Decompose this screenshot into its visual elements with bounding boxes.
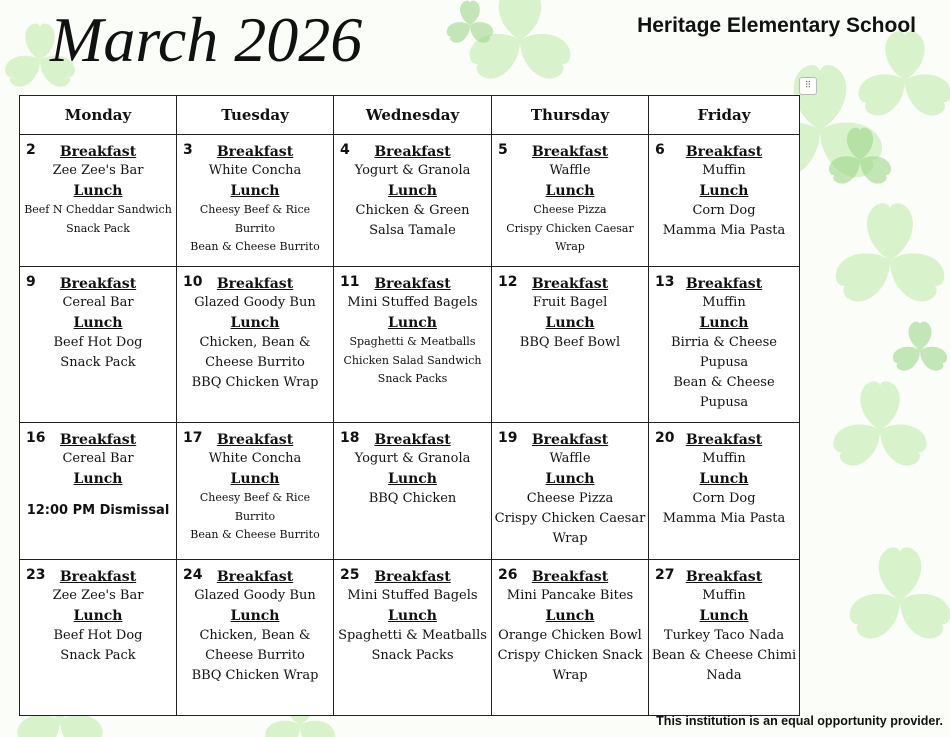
lunch-item: Birria & Cheese Pupusa (671, 335, 777, 370)
lunch-label: Lunch (545, 183, 595, 199)
breakfast-item: Yogurt & Granola (354, 451, 471, 466)
breakfast-item: Yogurt & Granola (354, 163, 471, 178)
day-number: 11 (340, 274, 360, 290)
day-number: 13 (655, 274, 675, 290)
lunch-item: Crispy Chicken Caesar Wrap (494, 511, 646, 546)
breakfast-label: Breakfast (374, 432, 451, 448)
day-header (22, 141, 174, 161)
lunch-item: Cheesy Beef & Rice Burrito (199, 491, 311, 523)
breakfast-item: Waffle (549, 451, 591, 466)
breakfast-item: Zee Zee's Bar (52, 588, 144, 603)
weekday-header: Thursday (492, 96, 649, 135)
lunch-item: Cheese Pizza (526, 491, 614, 506)
day-number: 10 (183, 274, 203, 290)
breakfast-label: Breakfast (374, 569, 451, 585)
lunch-item: BBQ Chicken (368, 491, 457, 506)
day-cell (177, 267, 334, 423)
lunch-label: Lunch (388, 183, 437, 199)
lunch-item: Cheese Pizza (533, 203, 607, 216)
lunch-item: Snack Pack (60, 648, 136, 663)
day-header (179, 273, 331, 293)
day-header (651, 566, 797, 586)
day-header (494, 429, 646, 449)
lunch-label: Lunch (230, 608, 280, 624)
day-cell (334, 423, 492, 560)
breakfast-label: Breakfast (531, 276, 609, 292)
lunch-item: Turkey Taco Nada (663, 628, 785, 643)
weekday-header: Friday (649, 96, 800, 135)
lunch-label: Lunch (545, 471, 595, 487)
day-number: 16 (26, 430, 46, 446)
lunch-label: Lunch (699, 471, 749, 487)
breakfast-item: Zee Zee's Bar (52, 163, 144, 178)
day-cell (20, 267, 177, 423)
day-cell (492, 423, 649, 560)
weekday-header: Tuesday (177, 96, 334, 135)
lunch-label: Lunch (699, 315, 749, 331)
breakfast-label: Breakfast (59, 144, 137, 160)
day-number: 27 (655, 567, 675, 583)
lunch-item: Chicken, Bean & Cheese Burrito (199, 335, 311, 370)
day-cell (177, 135, 334, 267)
day-cell (649, 560, 800, 716)
lunch-item: BBQ Beef Bowl (519, 335, 621, 350)
lunch-item: Bean & Cheese Chimi Nada (651, 648, 797, 683)
breakfast-item: Muffin (702, 163, 746, 178)
day-number: 9 (26, 274, 36, 290)
day-number: 12 (498, 274, 518, 290)
lunch-label: Lunch (388, 608, 437, 624)
day-cell (177, 423, 334, 560)
day-number: 4 (340, 142, 350, 158)
lunch-item: Bean & Cheese Pupusa (673, 375, 775, 410)
day-cell (20, 423, 177, 560)
day-header (651, 273, 797, 293)
day-cell (492, 135, 649, 267)
breakfast-item: Muffin (702, 295, 746, 310)
lunch-item: Spaghetti & Meatballs (338, 628, 487, 643)
breakfast-label: Breakfast (685, 569, 763, 585)
breakfast-label: Breakfast (685, 276, 763, 292)
lunch-label: Lunch (388, 471, 437, 487)
lunch-item: Cheesy Beef & Rice Burrito (199, 203, 311, 235)
breakfast-item: Muffin (702, 588, 746, 603)
day-header (22, 566, 174, 586)
lunch-item: Beef N Cheddar Sandwich (24, 203, 172, 216)
day-number: 23 (26, 567, 46, 583)
lunch-item: Snack Packs (377, 372, 448, 385)
day-number: 6 (655, 142, 665, 158)
day-cell (334, 135, 492, 267)
day-cell (649, 423, 800, 560)
lunch-item: Chicken Salad Sandwich (343, 353, 482, 367)
day-cell (177, 560, 334, 716)
lunch-label: Lunch (545, 608, 595, 624)
weekday-header-row (20, 96, 800, 135)
day-header (336, 429, 489, 449)
lunch-item: Spaghetti & Meatballs (349, 335, 476, 348)
day-header (336, 273, 489, 293)
weekday-header: Wednesday (334, 96, 492, 135)
breakfast-item: Mini Stuffed Bagels (347, 295, 478, 310)
lunch-label: Lunch (699, 608, 749, 624)
day-cell (20, 560, 177, 716)
day-number: 5 (498, 142, 508, 158)
day-number: 19 (498, 430, 518, 446)
breakfast-label: Breakfast (531, 144, 609, 160)
lunch-item: Crispy Chicken Caesar Wrap (506, 221, 634, 253)
lunch-item: Chicken, Bean & Cheese Burrito (199, 628, 311, 663)
lunch-label: Lunch (388, 315, 437, 331)
breakfast-label: Breakfast (531, 569, 609, 585)
breakfast-label: Breakfast (59, 569, 137, 585)
lunch-item: BBQ Chicken Wrap (191, 375, 319, 390)
breakfast-item: Mini Stuffed Bagels (347, 588, 478, 603)
school-name: Heritage Elementary School (637, 14, 916, 37)
breakfast-item: White Concha (208, 451, 302, 466)
lunch-label: Lunch (73, 471, 123, 487)
week-row (20, 423, 800, 560)
week-row (20, 267, 800, 423)
week-row (20, 560, 800, 716)
day-header (494, 566, 646, 586)
breakfast-item: Cereal Bar (62, 451, 134, 466)
lunch-item: Orange Chicken Bowl (498, 628, 642, 643)
day-number: 24 (183, 567, 203, 583)
day-header (22, 273, 174, 293)
breakfast-label: Breakfast (374, 276, 451, 292)
breakfast-item: White Concha (208, 163, 302, 178)
lunch-label: Lunch (230, 471, 280, 487)
breakfast-item: Waffle (549, 163, 591, 178)
lunch-item: Mamma Mia Pasta (662, 223, 786, 238)
breakfast-label: Breakfast (216, 144, 294, 160)
day-number: 3 (183, 142, 193, 158)
day-header (336, 141, 489, 161)
lunch-item: Beef Hot Dog (53, 628, 143, 643)
day-header (494, 273, 646, 293)
lunch-item: Snack Pack (66, 221, 130, 235)
lunch-item: Crispy Chicken Snack Wrap (497, 648, 643, 683)
day-number: 20 (655, 430, 675, 446)
day-header (651, 429, 797, 449)
day-cell (334, 267, 492, 423)
day-header (179, 429, 331, 449)
breakfast-label: Breakfast (216, 432, 294, 448)
day-header (651, 141, 797, 161)
day-cell (492, 560, 649, 716)
breakfast-label: Breakfast (216, 569, 294, 585)
day-header (179, 141, 331, 161)
lunch-label: Lunch (230, 183, 280, 199)
dismissal-note: 12:00 PM Dismissal (26, 503, 170, 518)
breakfast-item: Cereal Bar (62, 295, 134, 310)
breakfast-item: Glazed Goody Bun (194, 295, 316, 310)
lunch-item: Snack Pack (60, 355, 136, 370)
equal-opportunity-notice: This institution is an equal opportunity provider. (656, 714, 943, 728)
lunch-item: Snack Packs (371, 648, 454, 663)
lunch-item: Beef Hot Dog (53, 335, 143, 350)
lunch-item: Bean & Cheese Burrito (190, 240, 320, 253)
day-number: 18 (340, 430, 360, 446)
week-row (20, 135, 800, 267)
day-header (494, 141, 646, 161)
lunch-item: Bean & Cheese Burrito (190, 528, 320, 541)
breakfast-label: Breakfast (59, 276, 137, 292)
breakfast-item: Mini Pancake Bites (506, 588, 634, 603)
breakfast-label: Breakfast (685, 144, 763, 160)
day-cell (649, 135, 800, 267)
lunch-item: Corn Dog (692, 491, 756, 506)
breakfast-label: Breakfast (59, 432, 137, 448)
lunch-label: Lunch (699, 183, 749, 199)
day-header (22, 429, 174, 449)
breakfast-item: Fruit Bagel (532, 295, 608, 310)
breakfast-item: Muffin (702, 451, 746, 466)
breakfast-label: Breakfast (216, 276, 294, 292)
lunch-label: Lunch (545, 315, 595, 331)
day-header (336, 566, 489, 586)
lunch-item: BBQ Chicken Wrap (191, 668, 319, 683)
page-title: March 2026 (50, 4, 363, 75)
breakfast-label: Breakfast (685, 432, 763, 448)
lunch-label: Lunch (230, 315, 280, 331)
lunch-item: Chicken & Green Salsa Tamale (355, 203, 470, 238)
day-number: 17 (183, 430, 203, 446)
weekday-header: Monday (20, 96, 177, 135)
day-header (179, 566, 331, 586)
lunch-item: Mamma Mia Pasta (662, 511, 786, 526)
day-cell (649, 267, 800, 423)
lunch-label: Lunch (73, 608, 123, 624)
breakfast-label: Breakfast (531, 432, 609, 448)
day-cell (20, 135, 177, 267)
lunch-label: Lunch (73, 315, 123, 331)
drag-handle-icon[interactable]: ⠿ (799, 77, 817, 95)
breakfast-label: Breakfast (374, 144, 451, 160)
lunch-item: Corn Dog (692, 203, 756, 218)
breakfast-item: Glazed Goody Bun (194, 588, 316, 603)
day-cell (492, 267, 649, 423)
day-number: 2 (26, 142, 36, 158)
lunch-label: Lunch (73, 183, 123, 199)
menu-calendar (19, 95, 800, 716)
day-number: 25 (340, 567, 360, 583)
day-cell (334, 560, 492, 716)
day-number: 26 (498, 567, 518, 583)
